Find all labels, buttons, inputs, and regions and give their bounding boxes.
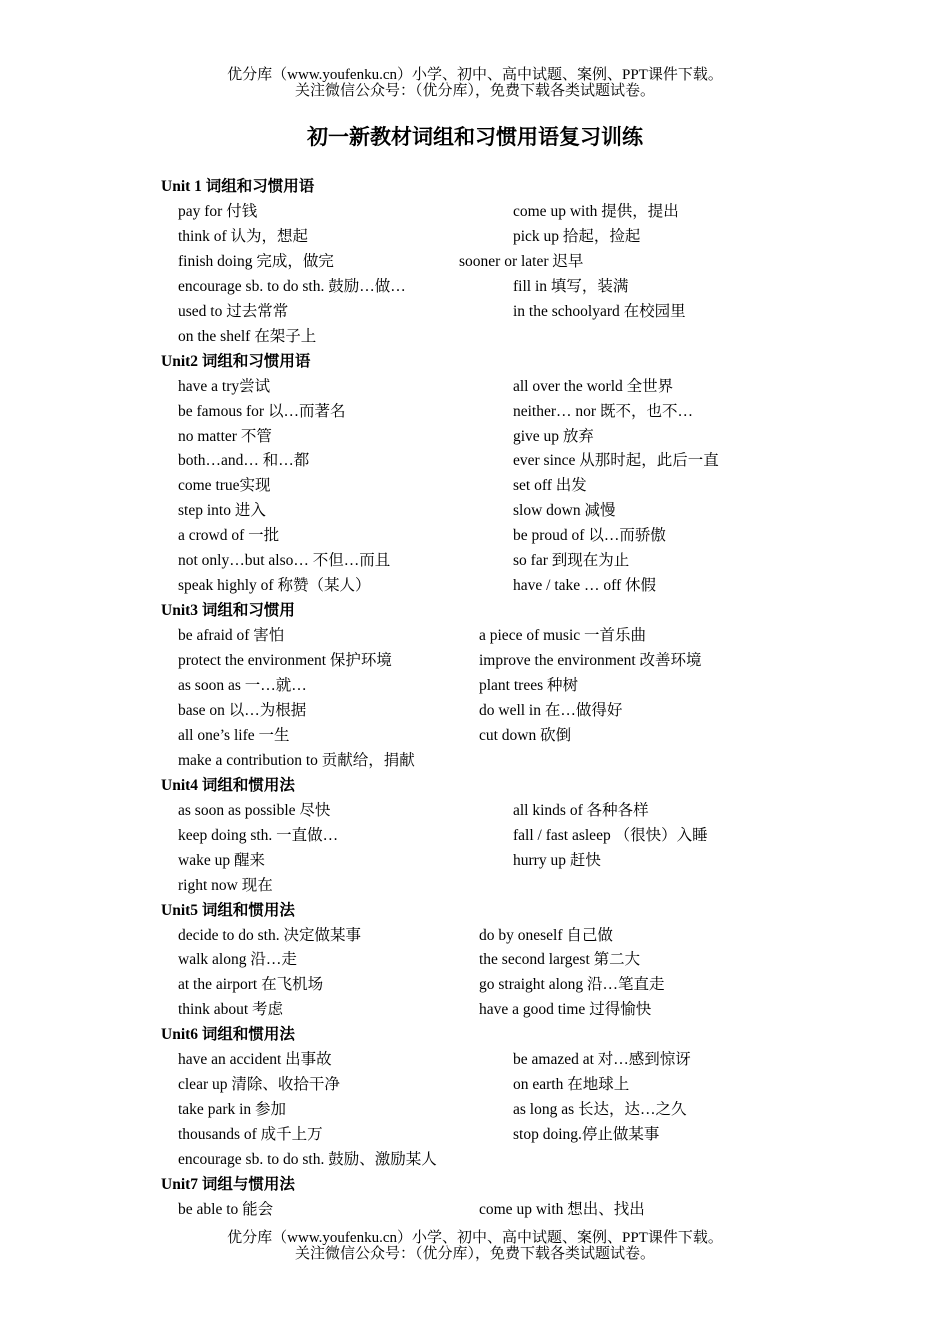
unit-heading: Unit 1 词组和习惯用语 bbox=[161, 178, 315, 195]
phrase-right: have / take … off 休假 bbox=[513, 577, 657, 595]
unit-heading: Unit6 词组和惯用法 bbox=[161, 1026, 295, 1044]
phrase-left: pay for 付钱 bbox=[178, 202, 258, 220]
footer-line-2: 关注微信公众号：（优分库），免费下载各类试题试卷。 bbox=[294, 1246, 655, 1262]
phrase-right: all over the world 全世界 bbox=[513, 377, 674, 395]
phrase-left: encourage sb. to do sth. 鼓励、激励某人 bbox=[178, 1151, 437, 1169]
phrase-right: neither… nor 既不，也不… bbox=[513, 402, 693, 420]
phrase-right: slow down 减慢 bbox=[513, 502, 616, 520]
phrase-left: all one’s life 一生 bbox=[178, 726, 290, 744]
phrase-right: on earth 在地球上 bbox=[513, 1076, 630, 1094]
phrase-right: ever since 从那时起，此后一直 bbox=[513, 452, 719, 470]
phrase-right: be proud of 以…而骄傲 bbox=[513, 527, 666, 545]
phrase-right: the second largest 第二大 bbox=[479, 951, 641, 969]
page-header bbox=[0, 67, 950, 99]
phrase-right: set off 出发 bbox=[513, 477, 587, 495]
phrase-left: no matter 不管 bbox=[178, 427, 272, 445]
phrase-right: all kinds of 各种各样 bbox=[513, 801, 649, 819]
phrase-left: encourage sb. to do sth. 鼓励…做… bbox=[178, 277, 406, 295]
phrase-left: decide to do sth. 决定做某事 bbox=[178, 926, 361, 944]
phrase-left: keep doing sth. 一直做… bbox=[178, 826, 339, 844]
phrase-left: have a try尝试 bbox=[178, 377, 271, 395]
phrase-right: plant trees 种树 bbox=[479, 677, 579, 694]
phrase-left: both…and… 和…都 bbox=[178, 452, 310, 470]
unit-heading: Unit2 词组和习惯用语 bbox=[161, 352, 311, 370]
phrase-left: be famous for 以…而著名 bbox=[178, 402, 346, 420]
phrase-right: come up with 提供，提出 bbox=[513, 202, 679, 220]
phrase-right: be amazed at 对…感到惊讶 bbox=[513, 1051, 691, 1069]
header-line-2: 关注微信公众号：（优分库），免费下载各类试题试卷。 bbox=[294, 83, 655, 99]
phrase-right: pick up 拾起，捡起 bbox=[513, 227, 641, 245]
phrase-right: have a good time 过得愉快 bbox=[479, 1001, 652, 1019]
phrase-right: do by oneself 自己做 bbox=[479, 926, 613, 944]
phrase-left: right now 现在 bbox=[178, 876, 273, 894]
phrase-left: thousands of 成千上万 bbox=[178, 1126, 323, 1144]
header-line-1: 优分库（www.youfenku.cn）小学、初中、高中试题、案例、PPT课件下载。 bbox=[227, 67, 723, 83]
phrase-left: be able to 能会 bbox=[178, 1200, 274, 1218]
phrase-right: go straight along 沿…笔直走 bbox=[479, 976, 665, 994]
phrase-right: sooner or later 迟早 bbox=[459, 252, 584, 270]
phrase-right: fall / fast asleep （很快）入睡 bbox=[513, 826, 708, 844]
phrase-left: have an accident 出事故 bbox=[178, 1051, 332, 1069]
phrase-right: do well in 在…做得好 bbox=[479, 701, 623, 719]
phrase-left: protect the environment 保护环境 bbox=[178, 652, 392, 670]
footer-line-1: 优分库（www.youfenku.cn）小学、初中、高中试题、案例、PPT课件下载。 bbox=[227, 1230, 723, 1246]
phrase-left: finish doing 完成，做完 bbox=[178, 252, 334, 270]
phrase-left: think about 考虑 bbox=[178, 1001, 284, 1019]
phrase-left: as soon as 一…就… bbox=[178, 677, 307, 694]
phrase-left: clear up 清除、收拾干净 bbox=[178, 1076, 340, 1094]
phrase-left: think of 认为，想起 bbox=[178, 227, 309, 245]
phrase-left: a crowd of 一批 bbox=[178, 527, 280, 545]
unit-heading: Unit5 词组和惯用法 bbox=[161, 901, 295, 919]
phrase-left: be afraid of 害怕 bbox=[178, 627, 285, 645]
phrase-left: as soon as possible 尽快 bbox=[178, 801, 331, 819]
unit-heading: Unit4 词组和惯用法 bbox=[161, 776, 295, 794]
phrase-right: come up with 想出、找出 bbox=[479, 1200, 645, 1218]
phrase-left: come true实现 bbox=[178, 477, 271, 495]
phrase-left: speak highly of 称赞（某人） bbox=[178, 577, 371, 595]
phrase-left: make a contribution to 贡献给，捐献 bbox=[178, 751, 415, 769]
phrase-right: so far 到现在为止 bbox=[513, 552, 630, 570]
phrase-right: fill in 填写，装满 bbox=[513, 277, 629, 295]
phrase-right: a piece of music 一首乐曲 bbox=[479, 627, 647, 645]
page-footer bbox=[0, 1230, 950, 1262]
phrase-right: stop doing.停止做某事 bbox=[513, 1126, 660, 1144]
phrase-left: step into 进入 bbox=[178, 502, 266, 520]
unit-heading: Unit7 词组与惯用法 bbox=[161, 1176, 295, 1193]
phrase-left: take park in 参加 bbox=[178, 1101, 287, 1119]
phrase-left: wake up 醒来 bbox=[178, 851, 265, 869]
unit-heading: Unit3 词组和习惯用 bbox=[161, 602, 295, 620]
phrase-right: cut down 砍倒 bbox=[479, 726, 572, 744]
phrase-left: base on 以…为根据 bbox=[178, 701, 307, 719]
phrase-right: as long as 长达，达…之久 bbox=[513, 1101, 687, 1119]
phrase-left: not only…but also… 不但…而且 bbox=[178, 552, 391, 570]
phrase-left: on the shelf 在架子上 bbox=[178, 327, 317, 345]
phrase-left: used to 过去常常 bbox=[178, 302, 289, 320]
phrase-right: improve the environment 改善环境 bbox=[479, 652, 702, 670]
phrase-right: give up 放弃 bbox=[513, 427, 594, 445]
phrase-left: at the airport 在飞机场 bbox=[178, 976, 324, 994]
phrase-left: walk along 沿…走 bbox=[178, 951, 297, 969]
document-title: 初一新教材词组和习惯用语复习训练 bbox=[307, 125, 643, 149]
phrase-right: in the schoolyard 在校园里 bbox=[513, 302, 686, 320]
phrase-right: hurry up 赶快 bbox=[513, 851, 601, 869]
